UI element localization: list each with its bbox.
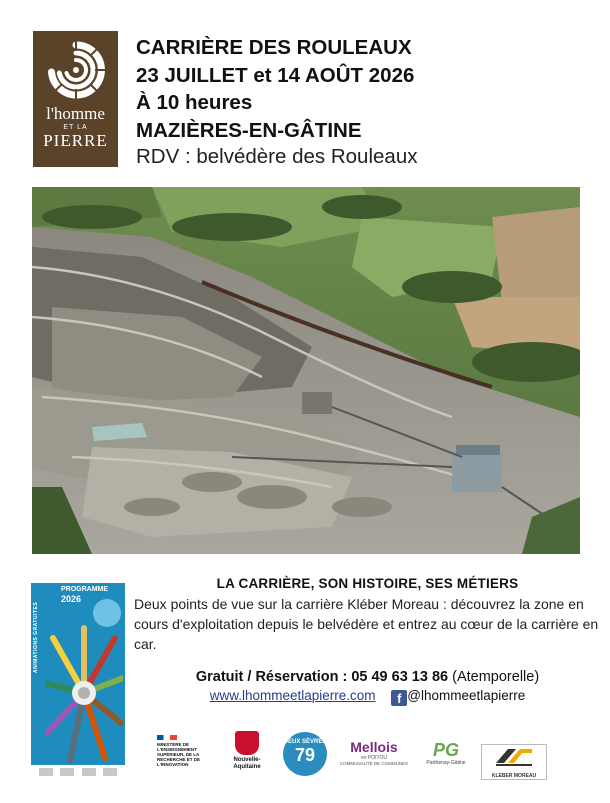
kleber-logo-icon	[494, 745, 534, 767]
partner-mellois-sub2: COMMUNAUTÉ DE COMMUNES	[339, 761, 409, 766]
program-artwork	[45, 623, 123, 763]
partner-kleber-text: KLEBER MOREAU	[491, 773, 537, 779]
event-header	[136, 34, 596, 170]
quarry-aerial-photo	[32, 187, 580, 554]
website-link[interactable]: www.lhommeetlapierre.com	[209, 688, 376, 703]
reservation-line	[135, 667, 600, 687]
program-year: 2026	[61, 594, 82, 604]
partner-ministere-text: MINISTÈRE DE L'ENSEIGNEMENT SUPÉRIEUR, DE LA RECHERCHE ET DE L'INNOVATION	[157, 742, 201, 767]
event-title: CARRIÈRE DES ROULEAUX	[136, 36, 412, 59]
facebook-icon[interactable]: f	[391, 690, 407, 706]
event-town: MAZIÈRES-EN-GÂTINE	[136, 118, 362, 142]
contact-links	[135, 686, 600, 706]
reservation-note: (Atemporelle)	[448, 669, 540, 685]
partner-deux-sevres-text: DEUX SÈVRES	[283, 739, 327, 745]
facebook-handle[interactable]: @lhommeetlapierre	[407, 688, 526, 703]
event-time: À 10 heures	[136, 91, 253, 114]
logo-text-homme: l'homme	[46, 104, 105, 123]
partner-nouvelle-aquitaine-text: Nouvelle-Aquitaine	[233, 757, 261, 770]
event-dates: 23 JUILLET et 14 AOÛT 2026	[136, 63, 415, 87]
reservation-label: Gratuit / Réservation : 05 49 63 13 86	[195, 669, 449, 685]
event-meeting-point: RDV : belvédère des Rouleaux	[136, 145, 418, 168]
partner-kleber-moreau	[481, 744, 547, 780]
french-flag-icon	[157, 735, 177, 740]
ammonite-icon	[45, 39, 107, 101]
logo-text-et-la: ET LA	[63, 124, 88, 131]
section-heading: LA CARRIÈRE, SON HISTOIRE, SES MÉTIERS	[216, 576, 519, 591]
event-description: Deux points de vue sur la carrière Kléber Moreau : découvrez la zone en cours d'exploitation depuis le belvédère et entrez au cœur de la carrière en car.	[134, 596, 599, 652]
partner-mellois-text: Mellois	[350, 739, 398, 755]
program-footer-logos	[31, 765, 125, 779]
program-side-text: ANIMATIONS GRATUITES	[33, 601, 39, 673]
partner-parthenay-text: Parthenay-Gâtine	[426, 760, 466, 766]
partner-mellois-sub: en POITOU	[360, 755, 388, 761]
partner-ministere	[157, 735, 215, 779]
partner-parthenay-gatine	[419, 740, 473, 780]
partner-deux-sevres-number: 79	[294, 745, 316, 765]
partner-deux-sevres	[283, 732, 327, 776]
program-brochure-thumbnail	[31, 583, 125, 779]
logo-text-pierre: PIERRE	[43, 131, 108, 150]
program-title: PROGRAMME	[61, 586, 109, 593]
lion-shield-icon	[235, 731, 259, 755]
organisation-logo	[33, 31, 118, 167]
partner-mellois	[336, 733, 412, 779]
partner-parthenay-mark: PG	[432, 740, 459, 760]
partner-nouvelle-aquitaine	[226, 731, 268, 779]
